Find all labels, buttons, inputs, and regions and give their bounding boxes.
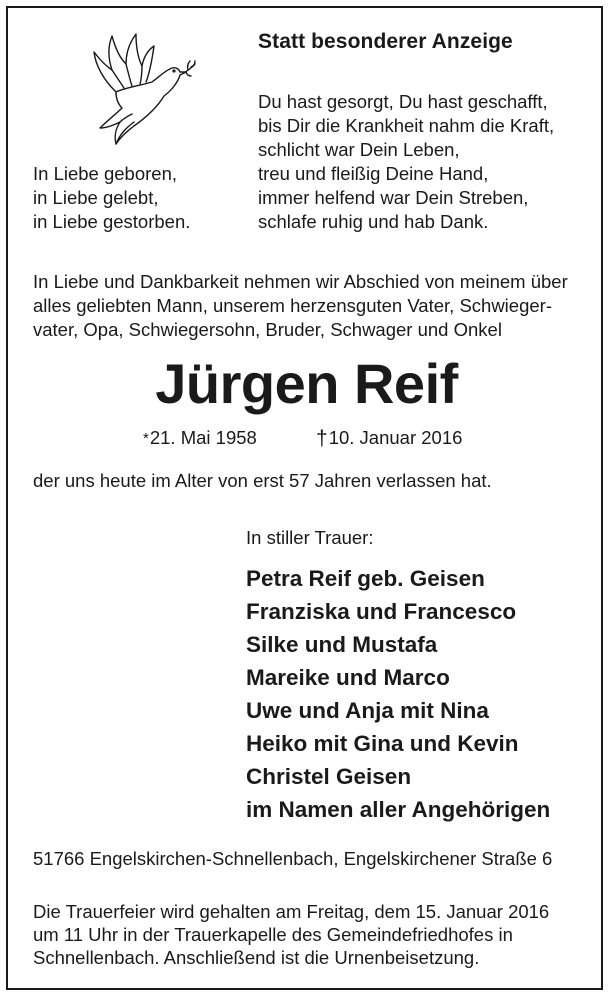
poem-line: bis Dir die Krankheit nahm die Kraft,: [258, 115, 555, 136]
mourner-name: Uwe und Anja mit Nina: [246, 698, 489, 723]
birth-date-line: [143, 427, 257, 449]
mourner-name: Mareike und Marco: [246, 665, 450, 690]
intro-line: In Liebe und Dankbarkeit nehmen wir Abschied von meinem über: [33, 271, 568, 292]
left-verse: [33, 162, 190, 234]
death-date-line: [316, 427, 462, 451]
poem-verse: [258, 90, 554, 234]
service-paragraph: [33, 900, 549, 969]
birth-date: 21. Mai 1958: [149, 427, 257, 448]
heading-statt-besonderer-anzeige: Statt besonderer Anzeige: [258, 30, 513, 53]
deceased-name: Jürgen Reif: [155, 352, 458, 415]
dove-icon: [86, 30, 196, 148]
mourner-name: im Namen aller Angehörigen: [246, 797, 551, 822]
intro-line: alles geliebten Mann, unserem herzensguten Vater, Schwieger-: [33, 295, 552, 316]
poem-line: treu und fleißig Deine Hand,: [258, 163, 489, 184]
poem-line: immer helfend war Dein Streben,: [258, 187, 529, 208]
service-line: um 11 Uhr in der Trauerkapelle des Gemeindefriedhofes in: [33, 924, 513, 945]
mourner-name: Heiko mit Gina und Kevin: [246, 731, 519, 756]
mourner-name: Franziska und Francesco: [246, 599, 517, 624]
death-date: 10. Januar 2016: [328, 427, 463, 448]
death-cross-icon: †: [316, 427, 328, 450]
mourner-name: Christel Geisen: [246, 764, 412, 789]
address-line: 51766 Engelskirchen-Schnellenbach, Engelskirchener Straße 6: [33, 848, 553, 869]
age-line: der uns heute im Alter von erst 57 Jahren verlassen hat.: [33, 470, 492, 491]
left-verse-line: In Liebe geboren,: [33, 163, 178, 184]
mourner-name: Petra Reif geb. Geisen: [246, 566, 485, 591]
poem-line: schlicht war Dein Leben,: [258, 139, 460, 160]
left-verse-line: in Liebe gelebt,: [33, 187, 159, 208]
service-line: Schnellenbach. Anschließend ist die Urnenbeisetzung.: [33, 947, 480, 968]
mourners-list: [246, 562, 550, 826]
intro-paragraph: [33, 270, 568, 342]
birth-star-icon: *: [143, 430, 149, 447]
poem-line: Du hast gesorgt, Du hast geschafft,: [258, 91, 548, 112]
left-verse-line: in Liebe gestorben.: [33, 211, 191, 232]
intro-line: vater, Opa, Schwiegersohn, Bruder, Schwager und Onkel: [33, 319, 502, 340]
poem-line: schlafe ruhig und hab Dank.: [258, 211, 489, 232]
service-line: Die Trauerfeier wird gehalten am Freitag, dem 15. Januar 2016: [33, 901, 550, 922]
mourning-label: In stiller Trauer:: [246, 527, 374, 548]
mourner-name: Silke und Mustafa: [246, 632, 438, 657]
